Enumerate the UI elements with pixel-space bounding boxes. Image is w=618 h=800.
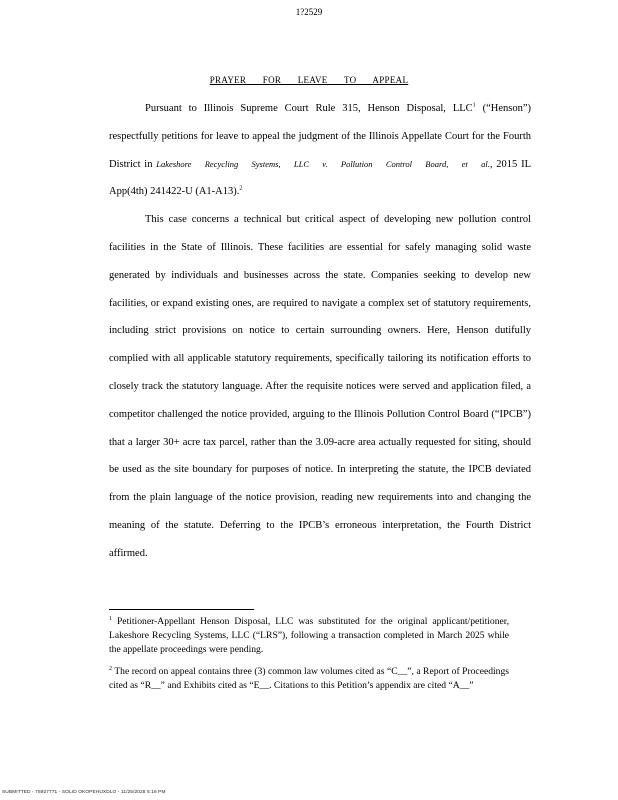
case-summary-paragraph: This case concerns a technical but critical aspect of developing new pollution control facilities in the State of Illinois. These facilities are essential for safely managing solid waste generated by individuals and businesses across the state. Companies seeking to develop new facilities, or expand existing ones, are required to navigate a complex set of statutory requirements, including strict provisions on notice to certain surrounding owners. Here, Henson dutifully complied with all applicable statutory requirements, specifically tailoring its notification efforts to closely track the statutory language. After the requisite notices were served and application filed, a competitor challenged the notice provided, arguing to the Illinois Pollution Control Board (“IPCB”) that a larger 30+ acre tax parcel, rather than the 3.09-acre area actually requested for siting, should be used as the site boundary for purposes of notice. In interpreting the statute, the IPCB deviated from the plain language of the notice provision, reading new requirements into and changing the meaning of the statute. Deferring to the IPCB’s erroneous interpretation, the Fourth District affirmed. [109,214,531,559]
prayer-text-3: , 2015 IL App(4th) 241422-U (A1-A13). [109,158,532,198]
footnote-2 [109,665,509,693]
page-number: 1?2529 [295,7,323,17]
prayer-paragraph [109,95,531,206]
section-heading-text: PRAYER FOR LEAVE TO APPEAL [209,75,409,85]
prayer-text-2: (“Henson”) respectfully petitions for leave to appeal the judgment of the Illinois Appellate Court for the Fourth District in [109,103,531,170]
prayer-text-1: Pursuant to Illinois Supreme Court Rule 315, Henson Disposal, LLC [145,103,473,114]
petition-body [109,95,531,568]
footnote-marker: 1 [109,615,112,622]
case-citation: Lakeshore Recycling Systems, LLC v. Pollution Control Board, et al. [156,158,490,169]
footnote-ref-1[interactable]: 1 [472,102,476,109]
footnote-text: Petitioner-Appellant Henson Disposal, LLC was substituted for the original applicant/petitioner, Lakeshore Recycling Systems, LLC (“LRS”), following a transaction completed in March 2025 while the appellate proceedings were pending. [109,616,509,655]
footnotes [109,615,509,702]
footnote-ref-2[interactable]: 2 [239,185,243,192]
section-heading [0,75,618,85]
footnote-marker: 2 [109,666,112,673]
footnote-divider [109,609,254,610]
footnote-1 [109,615,509,656]
footnote-text: The record on appeal contains three (3) common law volumes cited as “C__”, a Report of Proceedings cited as “R__” and Exhibits cited as “E__. Citations to this Petition’s appendix are cited “A__” [109,666,509,692]
submitted-stamp: SUBMITTED - 75927771 - SOLID OKOPEHUXDLO - 11/25/2025 5:16 PM [2,790,166,795]
